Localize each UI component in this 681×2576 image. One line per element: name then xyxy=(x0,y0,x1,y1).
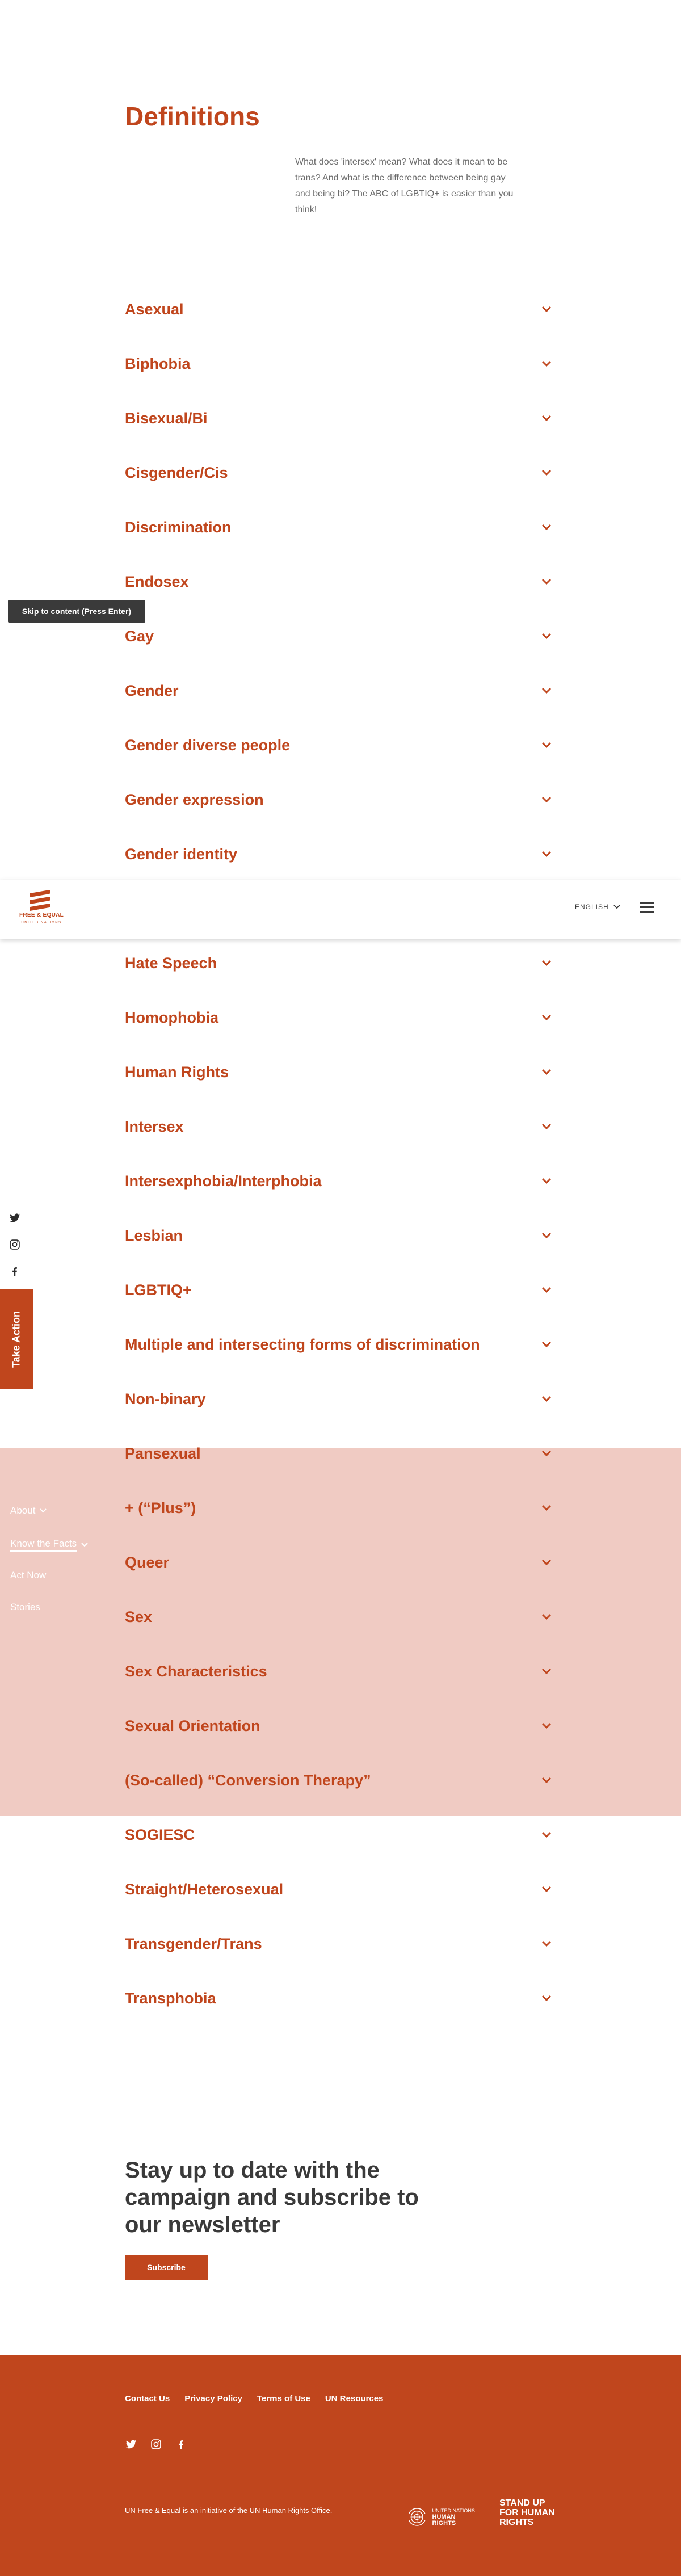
definition-item[interactable] xyxy=(125,619,556,653)
logo-name: FREE & EQUAL xyxy=(19,912,64,918)
definition-term: SOGIESC xyxy=(125,1826,195,1843)
stand-up-text: STAND UP FOR HUMAN RIGHTS xyxy=(499,2498,555,2527)
chevron-down-icon xyxy=(541,359,552,369)
chevron-down-icon xyxy=(541,304,552,314)
logo-mark-icon xyxy=(30,892,50,912)
definition-item[interactable] xyxy=(125,1709,556,1743)
definition-term: Bisexual/Bi xyxy=(125,409,208,427)
definition-item[interactable] xyxy=(125,401,556,435)
chevron-down-icon xyxy=(541,1721,552,1731)
side-nav-label: Act Now xyxy=(10,1570,47,1581)
chevron-down-icon xyxy=(541,1448,552,1459)
definition-term: Discrimination xyxy=(125,518,232,536)
side-nav-label: Stories xyxy=(10,1602,40,1612)
chevron-down-icon xyxy=(613,905,620,909)
instagram-icon[interactable] xyxy=(8,1238,22,1251)
definition-term: Transgender/Trans xyxy=(125,1935,262,1952)
definition-item[interactable] xyxy=(125,1927,556,1961)
definition-term: Sex Characteristics xyxy=(125,1662,267,1680)
site-header xyxy=(0,880,681,939)
side-nav-item[interactable] xyxy=(10,1570,46,1581)
twitter-icon[interactable] xyxy=(125,2438,137,2451)
definition-term: Transphobia xyxy=(125,1989,216,2007)
definition-term: Cisgender/Cis xyxy=(125,464,228,481)
definition-item[interactable] xyxy=(125,1436,556,1470)
language-selector[interactable] xyxy=(575,903,620,911)
definition-item[interactable] xyxy=(125,565,556,599)
chevron-down-icon xyxy=(541,1285,552,1295)
footer-note: UN Free & Equal is an initiative of the UN Human Rights Office. xyxy=(125,2506,333,2515)
chevron-down-icon xyxy=(541,740,552,750)
definition-term: Homophobia xyxy=(125,1008,218,1026)
footer-link[interactable]: Privacy Policy xyxy=(184,2394,242,2403)
chevron-down-icon xyxy=(541,1830,552,1840)
definition-item[interactable] xyxy=(125,1654,556,1688)
side-nav-item[interactable] xyxy=(10,1602,40,1613)
facebook-icon[interactable] xyxy=(8,1264,22,1278)
ohchr-line2: HUMAN RIGHTS xyxy=(432,2513,456,2527)
definition-item[interactable] xyxy=(125,783,556,817)
definition-item[interactable] xyxy=(125,1818,556,1852)
stand-up-logo[interactable] xyxy=(499,2498,562,2531)
chevron-down-icon xyxy=(541,577,552,587)
footer-social xyxy=(125,2438,187,2451)
definition-item[interactable] xyxy=(125,456,556,490)
definition-item[interactable] xyxy=(125,1382,556,1416)
side-nav-label: About xyxy=(10,1505,36,1516)
un-emblem-icon xyxy=(406,2506,428,2528)
definition-term: Asexual xyxy=(125,300,184,318)
subscribe-button[interactable]: Subscribe xyxy=(125,2255,208,2280)
definition-item[interactable] xyxy=(125,837,556,871)
chevron-down-icon xyxy=(541,1993,552,2003)
chevron-down-icon xyxy=(541,413,552,423)
chevron-down-icon xyxy=(541,1557,552,1568)
definition-item[interactable] xyxy=(125,1491,556,1525)
definition-item[interactable] xyxy=(125,674,556,708)
side-nav-item[interactable] xyxy=(10,1505,47,1516)
definition-item[interactable] xyxy=(125,946,556,980)
menu-hamburger-icon[interactable] xyxy=(640,902,654,914)
un-human-rights-logo[interactable] xyxy=(406,2504,480,2530)
definition-item[interactable] xyxy=(125,1164,556,1198)
chevron-down-icon xyxy=(541,1230,552,1241)
definition-item[interactable] xyxy=(125,1600,556,1634)
chevron-down-icon xyxy=(541,468,552,478)
definition-term: Sex xyxy=(125,1608,153,1625)
definition-item[interactable] xyxy=(125,1110,556,1144)
language-label: ENGLISH xyxy=(575,903,609,911)
side-nav-item[interactable] xyxy=(10,1538,88,1552)
chevron-down-icon xyxy=(541,1067,552,1077)
definition-item[interactable] xyxy=(125,1981,556,2015)
footer-link[interactable]: UN Resources xyxy=(325,2394,384,2403)
footer-link[interactable]: Terms of Use xyxy=(257,2394,310,2403)
definition-item[interactable] xyxy=(125,347,556,381)
definition-item[interactable] xyxy=(125,1545,556,1579)
chevron-down-icon xyxy=(541,1503,552,1513)
definition-term: Gender expression xyxy=(125,791,264,808)
definition-term: (So-called) “Conversion Therapy” xyxy=(125,1771,371,1789)
definition-term: Gender diverse people xyxy=(125,736,291,754)
chevron-down-icon xyxy=(40,1508,47,1513)
instagram-icon[interactable] xyxy=(150,2438,162,2451)
definition-term: Intersexphobia/Interphobia xyxy=(125,1172,322,1190)
chevron-down-icon xyxy=(541,1176,552,1186)
definition-term: Sexual Orientation xyxy=(125,1717,260,1734)
definition-term: Human Rights xyxy=(125,1063,229,1081)
definition-item[interactable] xyxy=(125,1001,556,1035)
definition-item[interactable] xyxy=(125,1055,556,1089)
footer-links xyxy=(125,2394,383,2403)
definition-item[interactable] xyxy=(125,1273,556,1307)
take-action-label: Take Action xyxy=(10,1310,22,1368)
chevron-down-icon xyxy=(541,1612,552,1622)
definition-term: + (“Plus”) xyxy=(125,1499,196,1516)
chevron-down-icon xyxy=(541,1775,552,1785)
skip-to-content-link[interactable]: Skip to content (Press Enter) xyxy=(8,600,145,623)
definition-item[interactable] xyxy=(125,292,556,326)
facebook-icon[interactable] xyxy=(175,2438,187,2451)
page-intro: What does 'intersex' mean? What does it mean to be trans? And what is the difference between being gay and being bi? The ABC of LGBTIQ+ is easier than you think! xyxy=(295,157,514,215)
definition-term: Gay xyxy=(125,627,154,645)
newsletter-title: Stay up to date with the campaign and subscribe to our newsletter xyxy=(125,2158,419,2237)
definition-term: Non-binary xyxy=(125,1390,206,1407)
definition-item[interactable] xyxy=(125,728,556,762)
chevron-down-icon xyxy=(541,522,552,532)
free-and-equal-logo[interactable] xyxy=(16,892,67,928)
definition-term: Endosex xyxy=(125,573,189,590)
definition-term: Multiple and intersecting forms of discrimination xyxy=(125,1335,480,1353)
chevron-down-icon xyxy=(541,631,552,641)
footer-link[interactable]: Contact Us xyxy=(125,2394,170,2403)
definition-item[interactable] xyxy=(125,1763,556,1797)
ohchr-line1: UNITED NATIONS xyxy=(432,2507,475,2514)
definition-term: Queer xyxy=(125,1553,170,1571)
logo-subtitle: UNITED NATIONS xyxy=(21,921,62,924)
definition-term: Pansexual xyxy=(125,1444,201,1462)
chevron-down-icon xyxy=(541,1339,552,1350)
definition-item[interactable] xyxy=(125,1218,556,1253)
take-action-tab[interactable] xyxy=(0,1289,33,1389)
chevron-down-icon xyxy=(541,849,552,859)
definition-term: Lesbian xyxy=(125,1226,183,1244)
definition-term: Biphobia xyxy=(125,355,191,372)
chevron-down-icon xyxy=(541,795,552,805)
chevron-down-icon xyxy=(541,1884,552,1894)
definition-term: LGBTIQ+ xyxy=(125,1281,192,1298)
definition-term: Intersex xyxy=(125,1117,184,1135)
definition-term: Gender identity xyxy=(125,845,238,863)
site-footer xyxy=(0,2355,681,2576)
page-title: Definitions xyxy=(125,102,260,131)
chevron-down-icon xyxy=(541,1939,552,1949)
twitter-icon[interactable] xyxy=(8,1211,22,1225)
chevron-down-icon xyxy=(541,1012,552,1023)
chevron-down-icon xyxy=(541,1394,552,1404)
chevron-down-icon xyxy=(81,1543,88,1547)
definition-item[interactable] xyxy=(125,1872,556,1906)
definition-term: Gender xyxy=(125,682,179,699)
definition-term: Straight/Heterosexual xyxy=(125,1880,284,1898)
definition-term: Hate Speech xyxy=(125,954,217,972)
chevron-down-icon xyxy=(541,1666,552,1676)
chevron-down-icon xyxy=(541,958,552,968)
side-nav-label: Know the Facts xyxy=(10,1538,77,1552)
definition-item[interactable] xyxy=(125,510,556,544)
chevron-down-icon xyxy=(541,686,552,696)
chevron-down-icon xyxy=(541,1121,552,1132)
definition-item[interactable] xyxy=(125,1327,556,1361)
